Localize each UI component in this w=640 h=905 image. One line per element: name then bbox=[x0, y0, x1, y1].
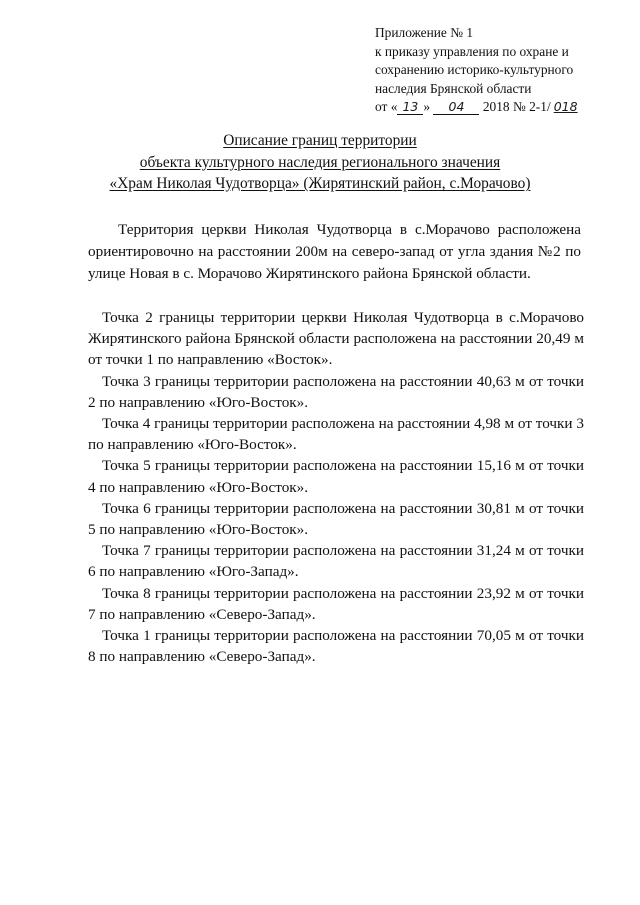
appendix-number: Приложение № 1 bbox=[375, 25, 474, 40]
date-year-number: 2018 № 2-1/ bbox=[482, 99, 551, 115]
order-reference: к приказу управления по охране и bbox=[375, 43, 569, 59]
title-line-1: Описание границ территории bbox=[223, 132, 417, 149]
intro-paragraph: Территория церкви Николая Чудотворца в с.Морачово расположена ориентировочно на расстоянии 200м на северо-запад от угла здания №2 по улице Новая в с. Морачово Жирятинского района Брянской области. bbox=[88, 221, 581, 282]
boundary-points-list bbox=[88, 307, 584, 667]
boundary-point-6: Точка 6 границы территории расположена на расстоянии 30,81 м от точки 5 по направлению «Юго-Восток». bbox=[88, 499, 584, 539]
boundary-point-3: Точка 3 границы территории расположена на расстоянии 40,63 м от точки 2 по направлению «Юго-Восток». bbox=[88, 372, 584, 411]
date-month-handwritten: 04 bbox=[433, 100, 479, 115]
order-number-handwritten: 018 bbox=[553, 99, 578, 115]
date-mid: » bbox=[423, 99, 431, 115]
boundary-point-4: Точка 4 границы территории расположена на расстоянии 4,98 м от точки 3 по направлению «Юго-Восток». bbox=[88, 415, 584, 454]
boundary-point-8: Точка 8 границы территории расположена на расстоянии 23,92 м от точки 7 по направлению «Северо-Запад». bbox=[88, 584, 584, 623]
document-title bbox=[0, 130, 640, 195]
order-reference-cont: сохранению историко-культурного bbox=[375, 62, 574, 78]
order-date-line bbox=[375, 98, 625, 117]
boundary-point-7: Точка 7 границы территории расположена на расстоянии 31,24 м от точки 6 по направлению «Юго-Запад». bbox=[88, 542, 584, 581]
title-line-2: объекта культурного наследия регионального значения bbox=[139, 153, 501, 171]
order-authority: наследия Брянской области bbox=[375, 80, 532, 96]
boundary-point-1: Точка 1 границы территории расположена на расстоянии 70,05 м от точки 8 по направлению «Северо-Запад». bbox=[88, 627, 584, 666]
date-prefix: от « bbox=[375, 99, 398, 115]
approval-block bbox=[375, 24, 625, 117]
boundary-point-2: Точка 2 границы территории церкви Николая Чудотворца в с.Морачово Жирятинского района Брянской области расположена на расстоянии 20,49 м от точки 1 по направлению «Восток». bbox=[88, 309, 584, 369]
date-day-handwritten: 13 bbox=[397, 100, 423, 115]
boundary-point-5: Точка 5 границы территории расположена на расстоянии 15,16 м от точки 4 по направлению «Юго-Восток». bbox=[88, 457, 584, 496]
title-line-3: «Храм Николая Чудотворца» (Жирятинский район, с.Морачово) bbox=[109, 175, 531, 192]
